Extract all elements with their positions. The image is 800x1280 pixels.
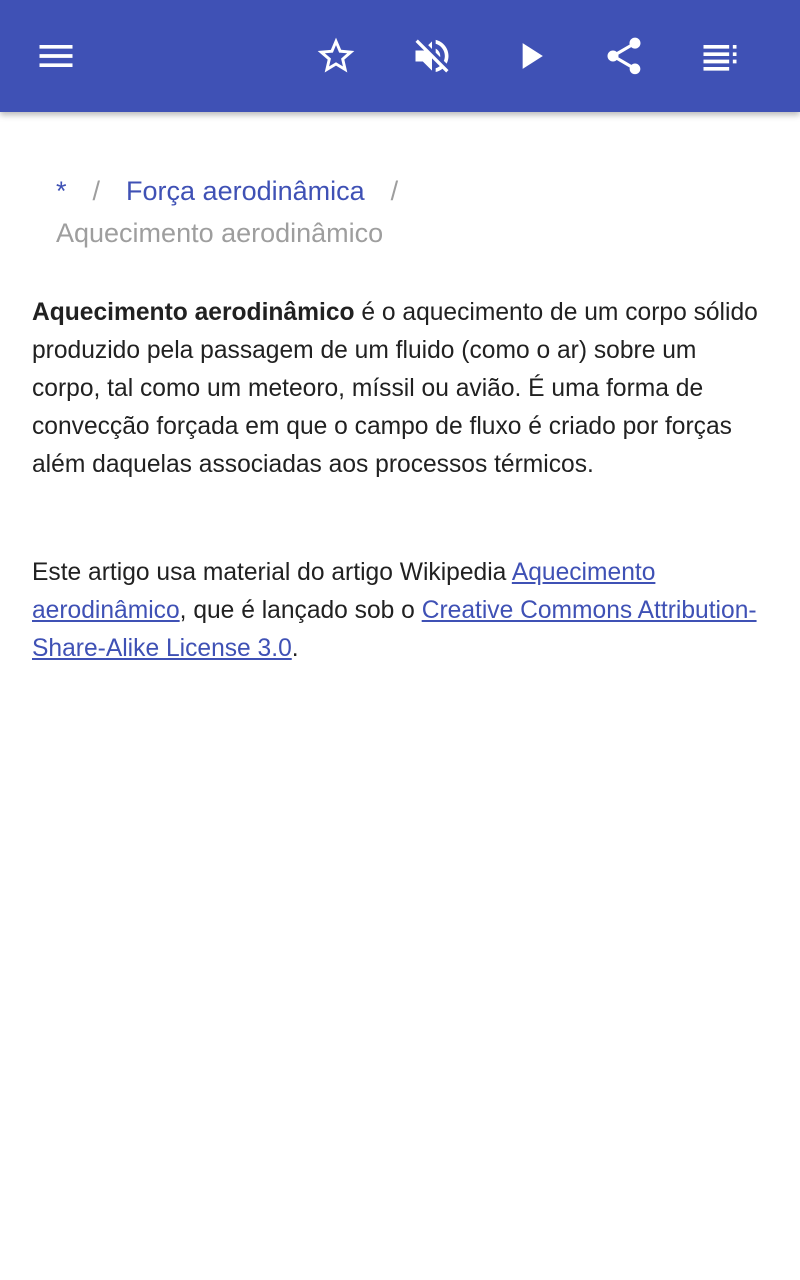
breadcrumb bbox=[32, 170, 768, 254]
share-icon bbox=[602, 34, 646, 78]
breadcrumb-root-link[interactable]: * bbox=[56, 176, 67, 206]
article-body: é o aquecimento de um corpo sólido produzido pela passagem de um fluido (como o ar) sobre um corpo, tal como um meteoro, míssil ou avião. É uma forma de convecção forçada em que o campo de fluxo é criado por forças além daquelas associadas aos processos térmicos. bbox=[32, 299, 758, 478]
breadcrumb-separator: / bbox=[92, 176, 101, 206]
license-link[interactable]: Creative Commons Attribution-Share-Alike License 3.0 bbox=[32, 597, 757, 662]
playlist-icon bbox=[698, 34, 742, 78]
wikipedia-article-link[interactable]: Aquecimento aerodinâmico bbox=[32, 559, 656, 624]
attribution-suffix: . bbox=[291, 635, 299, 662]
play-icon bbox=[508, 34, 552, 78]
breadcrumb-separator: / bbox=[390, 176, 399, 206]
play-button[interactable] bbox=[502, 28, 558, 84]
attribution-middle: , que é lançado sob o bbox=[179, 597, 422, 624]
share-button[interactable] bbox=[596, 28, 652, 84]
article-content bbox=[32, 170, 768, 693]
article-paragraph bbox=[32, 294, 768, 484]
bookmark-button[interactable] bbox=[308, 28, 364, 84]
breadcrumb-current: Aquecimento aerodinâmico bbox=[56, 218, 384, 248]
article-term: Aquecimento aerodinâmico bbox=[32, 299, 355, 326]
breadcrumb-parent-link[interactable]: Força aerodinâmica bbox=[126, 176, 365, 206]
menu-icon bbox=[34, 34, 78, 78]
attribution-paragraph bbox=[32, 554, 768, 668]
table-of-contents-button[interactable] bbox=[692, 28, 748, 84]
volume-off-icon bbox=[410, 34, 454, 78]
menu-button[interactable] bbox=[28, 28, 84, 84]
attribution-prefix: Este artigo usa material do artigo Wikipedia bbox=[32, 559, 512, 586]
app-bar bbox=[0, 0, 800, 112]
mute-button[interactable] bbox=[404, 28, 460, 84]
star-outline-icon bbox=[314, 34, 358, 78]
